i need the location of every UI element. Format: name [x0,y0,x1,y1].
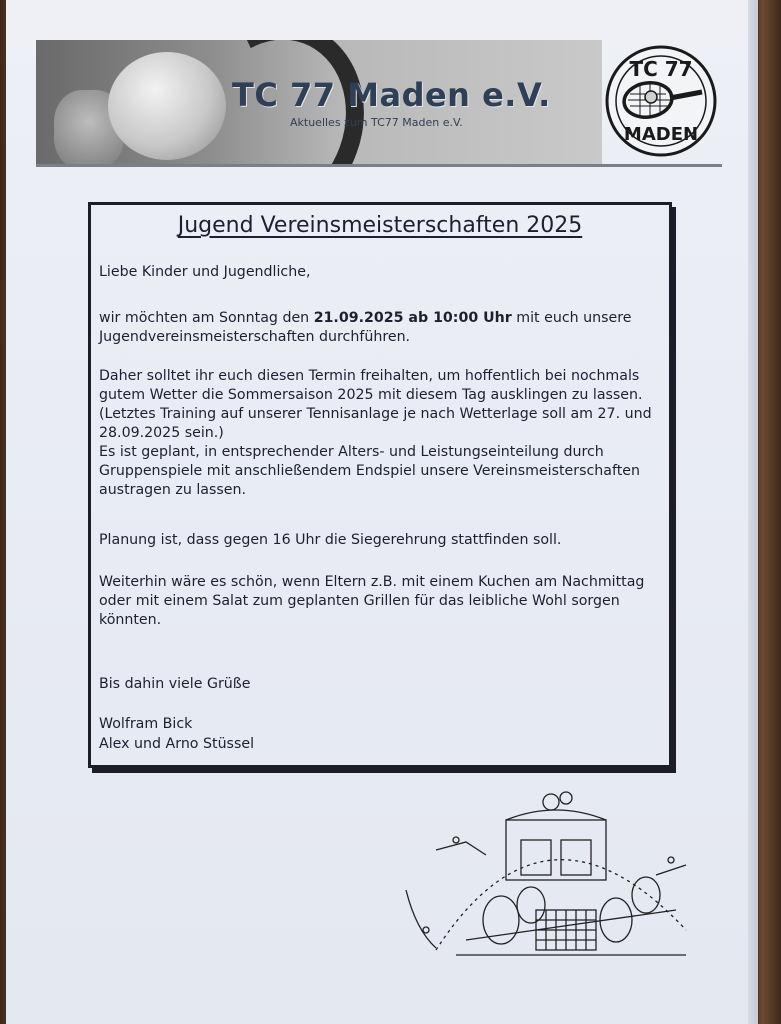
logo-text-bottom: MADEN [623,124,699,145]
paragraph-plan: Es ist geplant, in entsprechender Alters- und Leistungseinteilung durch Gruppenspiele mit anschließendem Endspiel unsere Vereinsmeisterschaften austragen zu lassen. [99,444,641,498]
paragraph-ceremony: Planung ist, dass gegen 16 Uhr die Siegerehrung stattfinden soll. [99,532,562,548]
club-logo [604,44,718,158]
header-banner [36,40,602,164]
notice-box [88,202,672,768]
signature-2: Alex und Arno Stüssel [99,736,255,752]
logo-text-top: TC 77 [629,57,693,81]
event-date: 21.09.2025 [313,310,404,326]
paragraph-parents: Weiterhin wäre es schön, wenn Eltern z.B. mit einem Kuchen am Nachmittag oder mit einem Salat zum geplanten Grillen für das leibliche Wohl sorgen könnten. [99,574,645,628]
paper-sheet [6,0,754,1024]
paragraph-date [99,309,667,347]
paragraph-info: Daher solltet ihr euch diesen Termin freihalten, um hoffentlich bei nochmals gutem Wetter die Sommersaison 2025 mit diesem Tag ausklingen zu lassen. (Letztes Training auf unserer Tennisanlage je nach Wetterlage soll am 27. und 28.09.2025 sein.) [99,368,652,441]
paper-edge [748,0,758,1024]
ball-icon [645,91,657,103]
closing: Bis dahin viele Grüße [99,676,251,692]
header-divider [36,164,722,167]
signature-1: Wolfram Bick [99,716,193,732]
tennis-cartoon-illustration [396,780,716,970]
club-name: TC 77 Maden e.V. [232,76,551,114]
greeting: Liebe Kinder und Jugendliche, [99,264,311,280]
para1-post: mit euch unsere Jugendvereinsmeisterschaften durchführen. [99,310,632,345]
notice-title: Jugend Vereinsmeisterschaften 2025 [177,213,583,238]
event-time: 10:00 Uhr [433,310,512,326]
banner-subtitle: Aktuelles zum TC77 Maden e.V. [290,116,463,129]
para1-mid: ab [403,310,434,326]
para1-pre: wir möchten am Sonntag den [99,310,314,326]
